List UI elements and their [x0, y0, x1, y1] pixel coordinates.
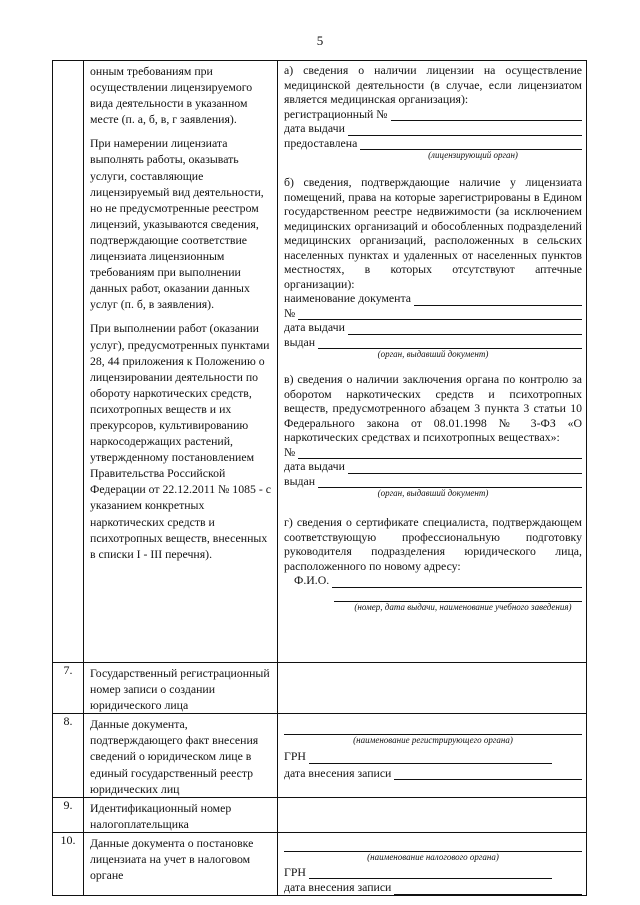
row-label: Данные документа, подтверждающего факт внесения сведений о юридическом лице в единый государственный реестр юридических лиц: [90, 717, 259, 796]
requirements-paragraph: онным требованиям при осуществлении лицензируемого вида деятельности в указанном месте (п. а, б, в, г заявления).: [90, 64, 253, 127]
tax-entry-date-field[interactable]: дата внесения записи: [284, 880, 582, 895]
entry-date-field[interactable]: дата внесения записи: [284, 766, 582, 781]
row-label-cell: [84, 61, 278, 663]
form-table: [52, 60, 587, 896]
license-reg-number-field[interactable]: регистрационный №: [284, 107, 582, 122]
fio-field[interactable]: Ф.И.О.: [284, 573, 582, 588]
table-row: [53, 663, 587, 714]
document-number-field[interactable]: №: [284, 306, 582, 321]
row-number: 7.: [53, 663, 84, 714]
license-issue-date-field[interactable]: дата выдачи: [284, 121, 582, 136]
ogrn-value-cell[interactable]: [278, 663, 587, 714]
row-number-cell: [53, 61, 84, 663]
intent-paragraph: При намерении лицензиата выполнять работы, оказывать услуги, составляющие лицензируемый вид деятельности, но не предусмотренные реестром лицензий, указываются сведения, подтверждающие соответствие лицензиата лицензионным требованиям при выполнении данных работ, оказании данных услуг (п. б, в заявления).: [90, 136, 264, 312]
tax-authority-caption: (наименование налогового органа): [367, 851, 499, 862]
document-date-field[interactable]: дата выдачи: [284, 320, 582, 335]
row-number: 8.: [53, 714, 84, 797]
conclusion-number-field[interactable]: №: [284, 445, 582, 460]
table-row: [53, 797, 587, 832]
table-row: [53, 61, 587, 663]
row-label: Идентификационный номер налогоплательщика: [90, 800, 232, 831]
document-issued-by-field[interactable]: выдан: [284, 335, 582, 350]
specialist-certificate-text: г) сведения о сертификате специалиста, подтверждающем соответствующую профессиональную подготовку руководителя подразделения юридического лица, расположенного по новому адресу:: [284, 515, 582, 573]
row-label: Данные документа о постановке лицензиата на учет в налоговом органе: [90, 835, 254, 883]
licensing-authority-caption: (лицензирующий орган): [428, 150, 518, 160]
works-paragraph: При выполнении работ (оказании услуг), предусмотренных пунктами 28, 44 приложения к Положению о лицензировании деятельности по обороту наркотических средств, психотропных веществ и их прекурсоров, культивированию наркосодержащих растений, утвержденному постановлением Правительства Российской Федерации от 22.12.2011 № 1085 - с указанием конкретных наркотических средств и психотропных веществ, внесенных в списки I - III перечня).: [90, 321, 271, 561]
premises-info-text: б) сведения, подтверждающие наличие у лицензиата помещений, права на которые зарегистрированы в Едином государственном реестре недвижимости (за исключением медицинских организаций и обособленных подразделений медицинских организаций, расположенных в сельских населенных пунктах и удаленных от населенных пунктов местностях, в которых отсутствуют аптечные организации):: [284, 175, 582, 291]
registering-authority-field[interactable]: [284, 720, 582, 735]
conclusion-date-field[interactable]: дата выдачи: [284, 459, 582, 474]
certificate-caption: (номер, дата выдачи, наименование учебного заведения): [354, 602, 572, 612]
row-value-cell: [278, 61, 587, 663]
registering-authority-caption: (наименование регистрирующего органа): [353, 735, 513, 746]
issuing-authority-caption: (орган, выдавший документ): [377, 349, 489, 359]
table-row: [53, 832, 587, 895]
row-label: Государственный регистрационный номер записи о создании юридического лица: [90, 666, 270, 713]
table-row: [53, 714, 587, 797]
conclusion-issued-by-field[interactable]: выдан: [284, 474, 582, 489]
grn-field[interactable]: ГРН: [284, 749, 582, 764]
tax-grn-field[interactable]: ГРН: [284, 865, 582, 880]
narcotics-conclusion-text: в) сведения о наличии заключения органа по контролю за оборотом наркотических средств и психотропных веществ, предусмотренного абзацем 3 пункта 3 статьи 10 Федерального закона от 08.01.1998 № 3-ФЗ «О наркотических средствах и психотропных веществах»:: [284, 372, 582, 444]
document-name-field[interactable]: наименование документа: [284, 291, 582, 306]
inn-value-cell[interactable]: [278, 797, 587, 832]
certificate-details-field[interactable]: [284, 588, 582, 603]
row-number: 9.: [53, 797, 84, 832]
row-number: 10.: [53, 832, 84, 895]
license-provided-field[interactable]: предоставлена: [284, 136, 582, 151]
tax-authority-field[interactable]: [284, 837, 582, 852]
conclusion-authority-caption: (орган, выдавший документ): [377, 488, 489, 498]
license-info-text: а) сведения о наличии лицензии на осуществление медицинской деятельности (в случае, если лицензиатом является медицинская организация):: [284, 63, 582, 106]
page-number: 5: [316, 33, 324, 48]
